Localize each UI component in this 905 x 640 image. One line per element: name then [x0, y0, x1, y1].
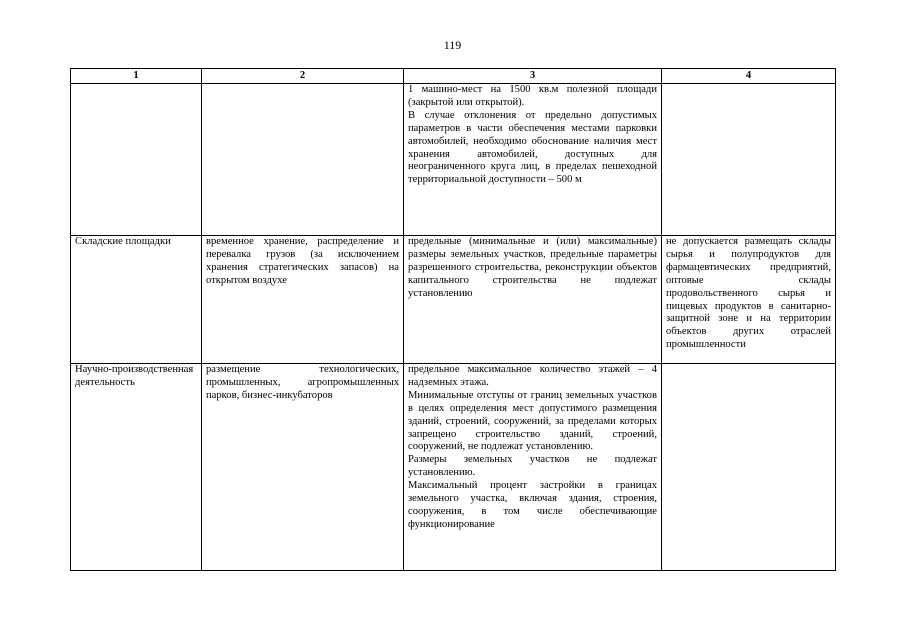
column-header-1: 1	[71, 69, 202, 84]
page-number: 119	[443, 38, 462, 52]
parameters-cell	[404, 236, 662, 364]
restrictions-cell	[662, 364, 836, 571]
row-name-cell: Складские площадки	[71, 236, 202, 364]
row-name-cell	[71, 84, 202, 236]
table-row	[71, 236, 836, 364]
use-description-cell	[202, 84, 404, 236]
parameters-paragraph: предельные (минимальные и (или) максимальные) размеры земельных участков, предельные параметры разрешенного строительства, реконструкции объектов капитального строительства не подлежат установлению	[408, 236, 657, 299]
regulations-table	[70, 68, 836, 571]
column-header-3: 3	[404, 69, 662, 84]
row-name-cell: Научно-производственная деятельность	[71, 364, 202, 571]
parameters-cell	[404, 84, 662, 236]
parameters-paragraph: Минимальные отступы от границ земельных участков в целях определения мест допустимого размещения зданий, строений, сооружений, за пределами которых запрещено строительство зданий, строений, сооружений, не подлежат установлению.	[408, 389, 657, 453]
restrictions-cell	[662, 84, 836, 236]
restrictions-cell: не допускается размещать склады сырья и полупродуктов для фармацевтических предприятий, оптовые склады продовольственного сырья и пищевых продуктов в санитарно-защитной зоне и на территории объектов других отраслей промышленности	[662, 236, 836, 364]
parameters-paragraph: предельное максимальное количество этажей – 4 надземных этажа.	[408, 364, 657, 388]
column-header-2: 2	[202, 69, 404, 84]
column-header-4: 4	[662, 69, 836, 84]
parameters-paragraph: В случае отклонения от предельно допустимых параметров в части обеспечения местами парковки автомобилей, необходимо обоснование наличия мест хранения автомобилей, доступных для неограниченного круга лиц, в пределах пешеходной территориальной доступности – 500 м	[408, 109, 657, 186]
table-row	[71, 84, 836, 236]
parameters-paragraph: Максимальный процент застройки в границах земельного участка, включая здания, строения, сооружения, в том числе обеспечивающие функционирование	[408, 480, 657, 530]
table-header-row	[71, 69, 836, 84]
parameters-paragraph: Размеры земельных участков не подлежат установлению.	[408, 454, 657, 479]
use-description-cell: размещение технологических, промышленных, агропромышленных парков, бизнес-инкубаторов	[202, 364, 404, 571]
parameters-paragraph: 1 машино-мест на 1500 кв.м полезной площади (закрытой или открытой).	[408, 84, 657, 108]
table-row	[71, 364, 836, 571]
parameters-cell	[404, 364, 662, 571]
use-description-cell: временное хранение, распределение и перевалка грузов (за исключением хранения стратегических запасов) на открытом воздухе	[202, 236, 404, 364]
